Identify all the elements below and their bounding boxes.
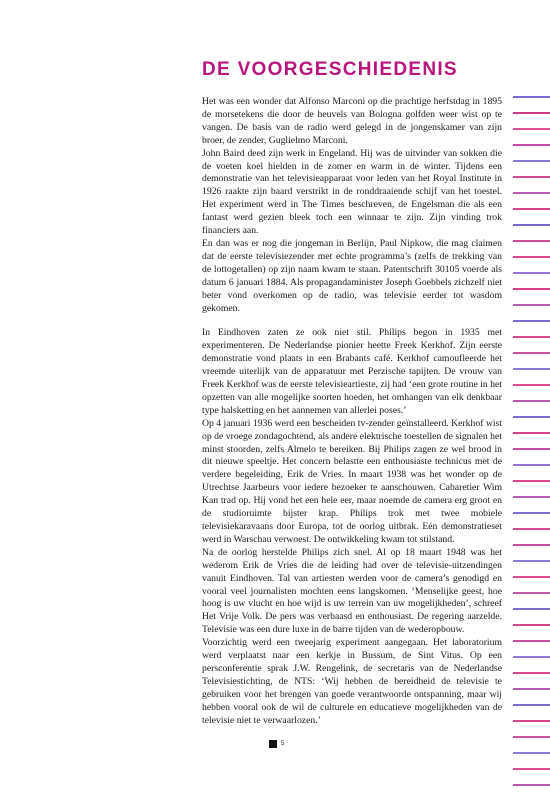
margin-stripe bbox=[513, 784, 550, 786]
margin-stripe bbox=[513, 672, 550, 674]
paragraph: Na de oorlog herstelde Philips zich snel. Al op 18 maart 1948 was het wederom Erik de Vries die de leiding had over de televisie-uitzendingen vanuit Eindhoven. Tal van artiesten werden voor de camera’s genodigd en vooral veel journalisten mochten eens langskomen. ‘Menselijke geest, hoe hoog is uw vlucht en hoe wijd is uw terrein van uw mogelijkheden’, schreef Het Vrije Volk. De pers was verbaasd en enthousiast. De regering aarzelde. Televisie was een dure luxe in de barre tijden van de wederopbouw. bbox=[202, 546, 502, 636]
margin-stripe bbox=[513, 416, 550, 418]
margin-stripe bbox=[513, 336, 550, 338]
paragraph: En dan was er nog die jongeman in Berlijn, Paul Nipkow, die mag claimen dat de eerste televisiezender met echte programma’s (zelfs de trekking van de lottogetallen) op zijn naam kwam te staan. Patentschrift 30105 voerde als datum 6 januari 1884. Als propagandaminister Joseph Goebbels zichzelf niet beter vond overkomen op de radio, was televisie eerder tot wasdom gekomen. bbox=[202, 237, 502, 314]
margin-stripe bbox=[513, 656, 550, 658]
margin-stripe bbox=[513, 384, 550, 386]
margin-stripe bbox=[513, 560, 550, 562]
margin-stripe bbox=[513, 352, 550, 354]
paragraph: John Baird deed zijn werk in Engeland. Hij was de uitvinder van sokken die de voeten koel hielden in de zomer en warm in de winter. Tijdens een demonstratie van het televisieapparaat voor leden van het Royal Institute in 1926 raakte zijn baard verstrikt in de ronddraaiende schijf van het toestel. Het experiment werd in The Times beschreven, de Engelsman die als een fantast werd gezien bleek toch een winnaar te zijn. Zijn vinding trok financiers aan. bbox=[202, 147, 502, 237]
margin-stripe bbox=[513, 240, 550, 242]
margin-stripe bbox=[513, 528, 550, 530]
paragraph: Op 4 januari 1936 werd een bescheiden tv-zender geïnstalleerd. Kerkhof wist op de vroege zondagochtend, als andere elektrische toestellen de signalen het minst stoorden, zelfs Almelo te bereiken. Bij Philips zagen ze wel brood in dit nieuwe speeltje. Het concern belastte een enthousiaste technicus met de verdere begeleiding, Erik de Vries. In maart 1938 was het wonder op de Utrechtse Jaarbeurs voor iedere bezoeker te aanschouwen. Cabaretier Wim Kan trad op. Hij vond het een hele eer, maar noemde de camera erg groot en de studioruimte bijster krap. Philips trok met twee mobiele televisiekaravaans door Europa, tot de oorlog uitbrak. Eén demonstratieset werd in Warschau verwoest. De ontwikkeling kwam tot stilstand. bbox=[202, 417, 502, 545]
margin-stripe bbox=[513, 464, 550, 466]
margin-stripe bbox=[513, 368, 550, 370]
margin-stripe bbox=[513, 224, 550, 226]
margin-stripe bbox=[513, 512, 550, 514]
paragraph: Het was een wonder dat Alfonso Marconi op die prachtige herfstdag in 1895 de morsetekens die door de heuvels van Bologna golfden weer wist op te vangen. De basis van de radio werd gelegd in de jongenskamer van zijn broer, de zender, Guglielmo Marconi. bbox=[202, 96, 502, 146]
margin-stripe bbox=[513, 592, 550, 594]
margin-stripe bbox=[513, 272, 550, 274]
margin-stripe bbox=[513, 160, 550, 162]
margin-stripes bbox=[513, 96, 550, 800]
margin-stripe bbox=[513, 768, 550, 770]
margin-stripe bbox=[513, 608, 550, 610]
margin-stripe bbox=[513, 720, 550, 722]
margin-stripe bbox=[513, 400, 550, 402]
margin-stripe bbox=[513, 496, 550, 498]
footer-square-marker bbox=[269, 740, 277, 748]
page-number: 5 bbox=[281, 741, 285, 747]
margin-stripe bbox=[513, 96, 550, 98]
margin-stripe bbox=[513, 752, 550, 754]
body-text bbox=[202, 96, 502, 728]
margin-stripe bbox=[513, 624, 550, 626]
margin-stripe bbox=[513, 576, 550, 578]
margin-stripe bbox=[513, 304, 550, 306]
paragraph: Voorzichtig werd een tweejarig experiment aangegaan. Het laboratorium werd verplaatst naar een kerkje in Bussum, de Sint Vitus. Op een persconferentie sprak J.W. Rengelink, de secretaris van de Nederlandse Televisiestichting, de NTS: ‘Wij hebben de bereidheid de televisie te gebruiken voor het brengen van goede verantwoorde ontspanning, maar wij hebben vooral ook de wil de culturele en educatieve mogelijkheden van de televisie niet te verwaarlozen.’ bbox=[202, 637, 502, 726]
margin-stripe bbox=[513, 112, 550, 114]
margin-stripe bbox=[513, 480, 550, 482]
margin-stripe bbox=[513, 144, 550, 146]
margin-stripe bbox=[513, 448, 550, 450]
margin-stripe bbox=[513, 128, 550, 130]
page-title: DE VOORGESCHIEDENIS bbox=[202, 59, 458, 80]
paragraph: In Eindhoven zaten ze ook niet stil. Philips begon in 1935 met experimenteren. De Nederlandse pionier heette Freek Kerkhof. Zijn eerste demonstratie vond plaats in een Brabants café. Kerkhof camoufleerde het vreemde uiterlijk van de apparatuur met Perzische tapijten. De vrouw van Freek Kerkhof was de eerste televisieartieste, zij had ‘een grote routine in het opzetten van alle mogelijke soorten hoeden, het omhangen van elk denkbaar type halsketting en het aannemen van allerlei poses.’ bbox=[202, 327, 502, 416]
page-footer bbox=[269, 740, 284, 748]
margin-stripe bbox=[513, 544, 550, 546]
margin-stripe bbox=[513, 688, 550, 690]
margin-stripe bbox=[513, 704, 550, 706]
margin-stripe bbox=[513, 320, 550, 322]
margin-stripe bbox=[513, 176, 550, 178]
margin-stripe bbox=[513, 736, 550, 738]
margin-stripe bbox=[513, 192, 550, 194]
margin-stripe bbox=[513, 640, 550, 642]
margin-stripe bbox=[513, 208, 550, 210]
margin-stripe bbox=[513, 256, 550, 258]
margin-stripe bbox=[513, 288, 550, 290]
margin-stripe bbox=[513, 432, 550, 434]
